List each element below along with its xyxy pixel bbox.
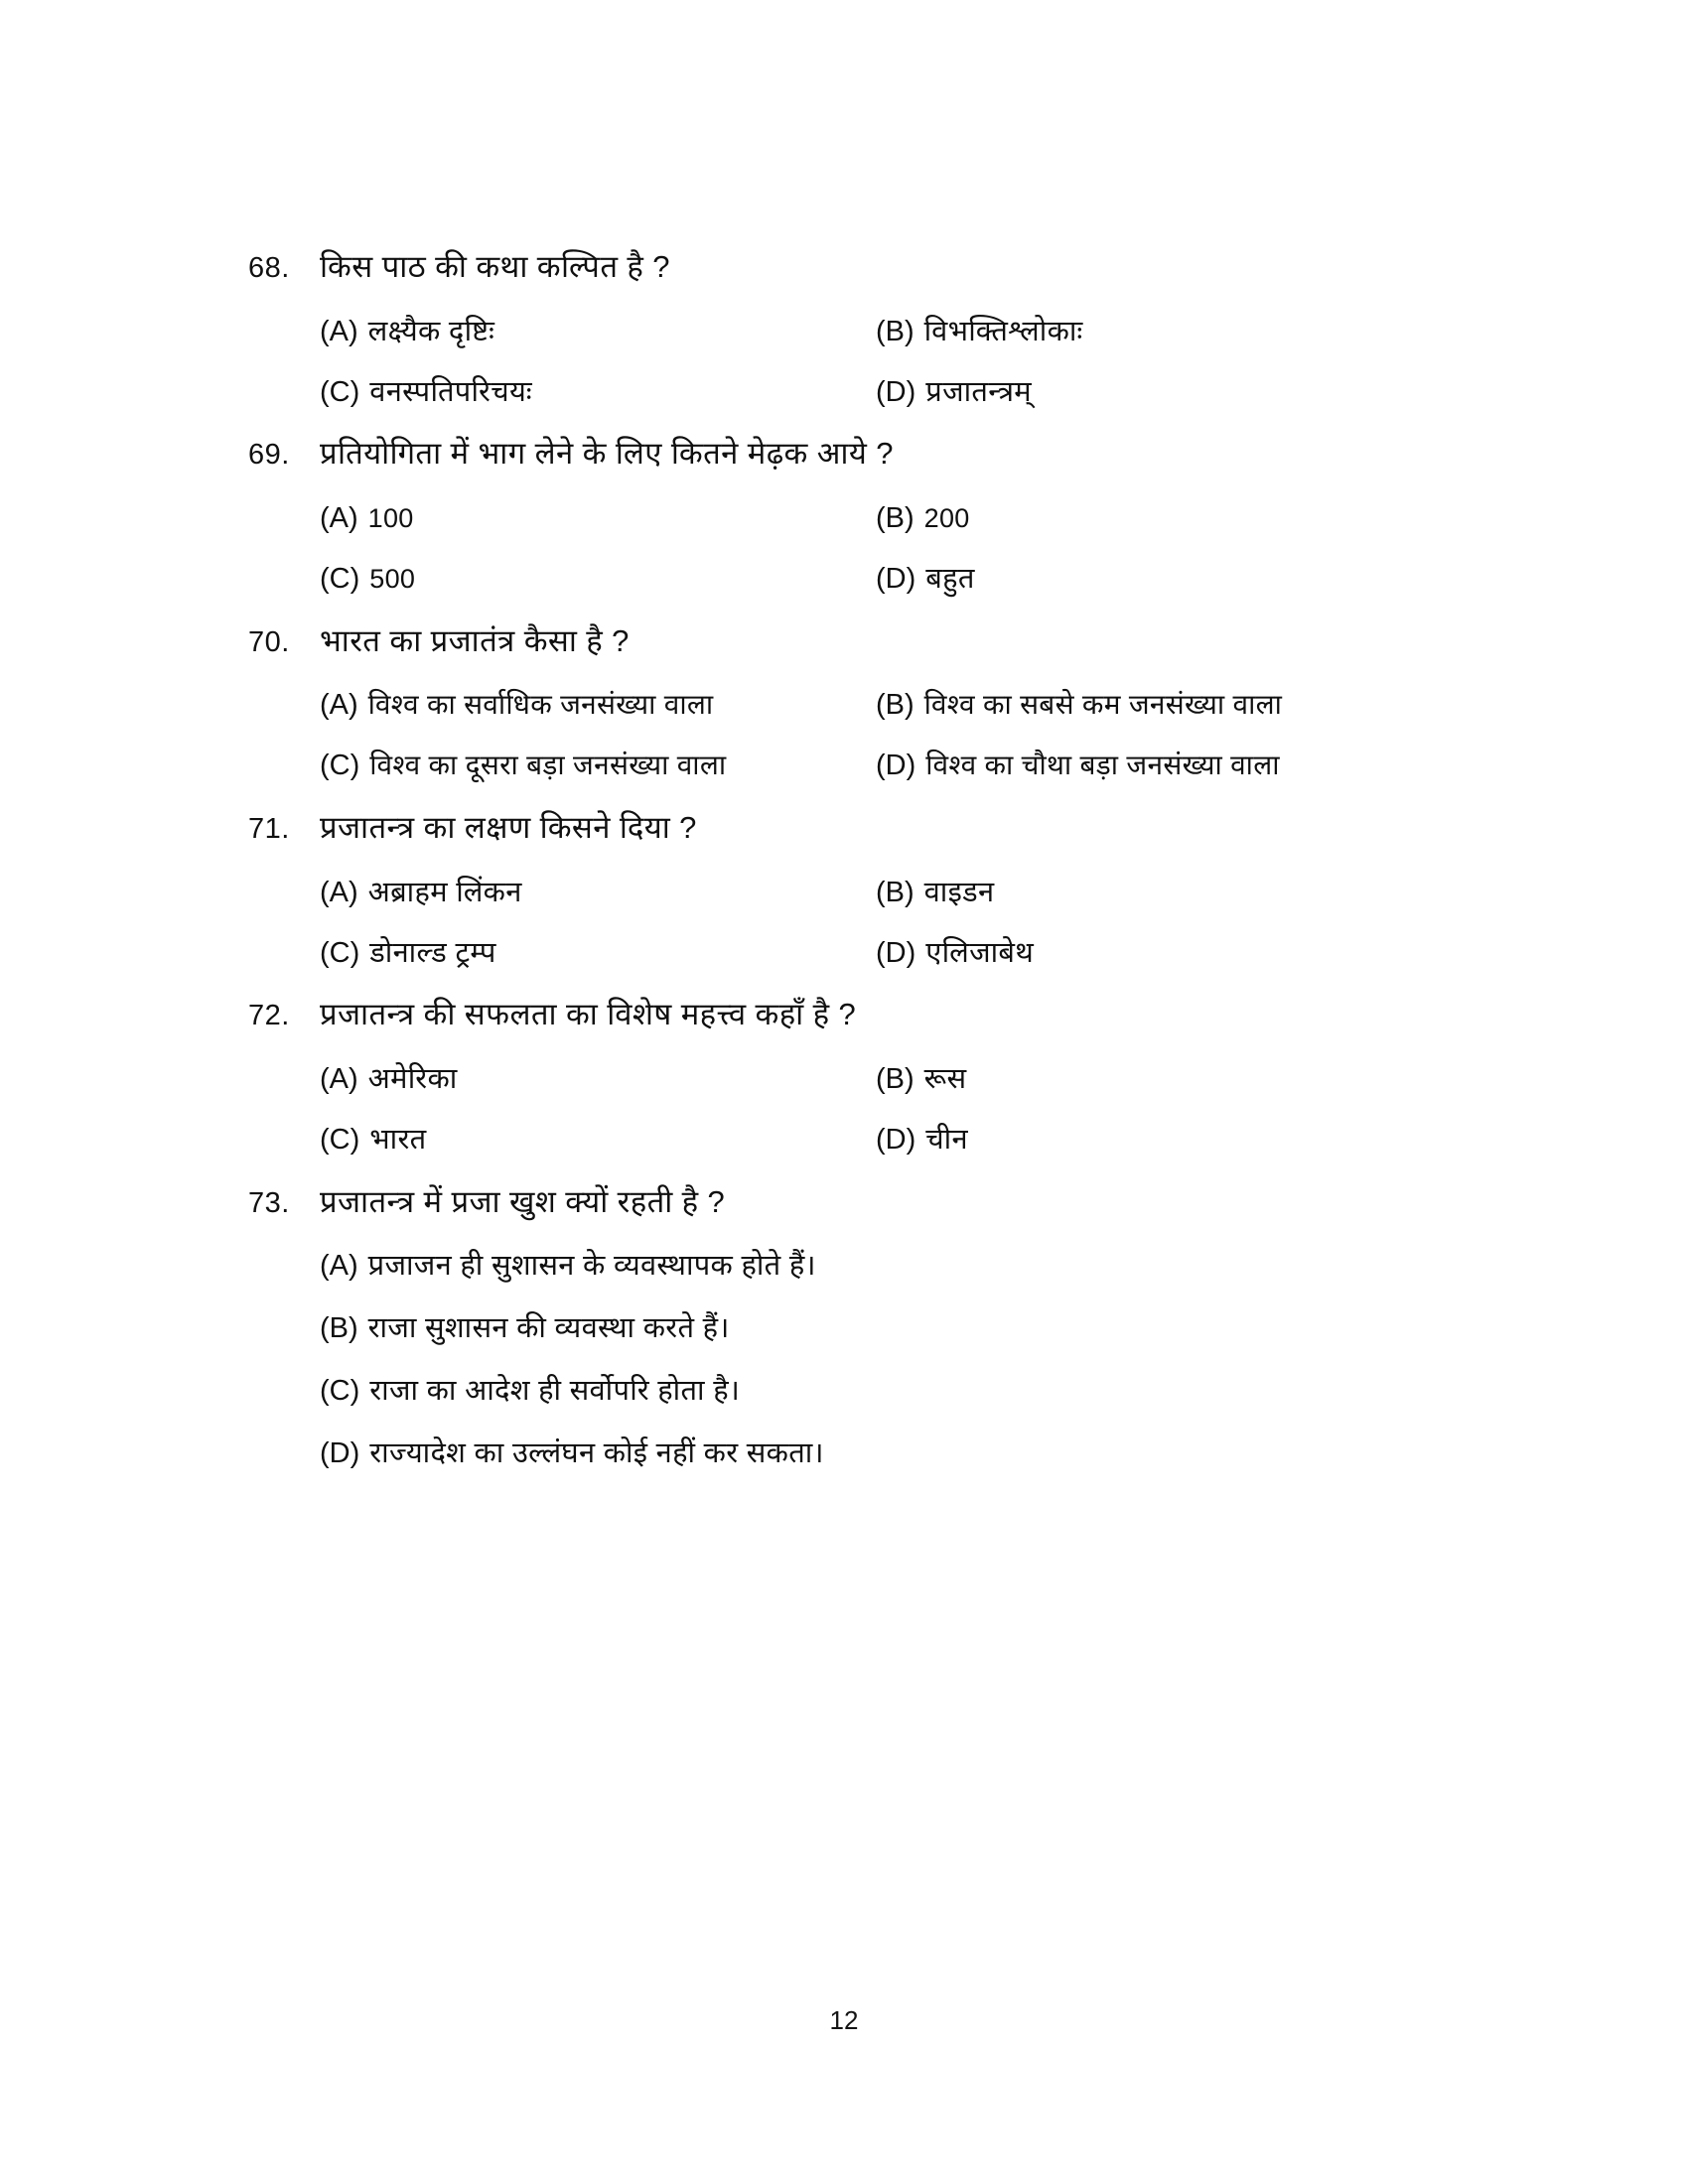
page-number: 12 [829, 2005, 859, 2035]
option-row [320, 501, 1479, 536]
question-number: 71. [248, 813, 290, 846]
option-row [320, 375, 1479, 410]
option-label: (A) [320, 502, 358, 535]
option-label: (D) [876, 936, 916, 969]
option-text: अमेरिका [367, 1063, 458, 1096]
option-a[interactable] [320, 688, 876, 723]
option-a[interactable] [320, 501, 876, 536]
option-a[interactable] [320, 876, 876, 910]
option-stack [320, 1249, 1479, 1470]
question-block-69 [248, 435, 1479, 596]
question-text: प्रजातन्त्र का लक्षण किसने दिया ? [320, 810, 697, 846]
option-c[interactable] [320, 936, 876, 971]
option-text: 100 [367, 503, 414, 534]
option-b[interactable] [320, 1311, 1479, 1346]
question-block-68 [248, 248, 1479, 409]
option-text: लक्ष्यैक दृष्टिः [367, 315, 495, 347]
option-b[interactable] [876, 688, 1432, 723]
option-a[interactable] [320, 315, 876, 349]
option-c[interactable] [320, 1123, 876, 1158]
option-label: (D) [876, 562, 916, 595]
option-text: 200 [923, 503, 970, 534]
option-label: (A) [320, 876, 358, 908]
question-header [248, 996, 1479, 1034]
option-text: भारत [369, 1123, 427, 1156]
option-row [320, 1123, 1479, 1158]
question-text: प्रजातन्त्र में प्रजा खुश क्यों रहती है ? [320, 1183, 726, 1219]
question-header [248, 1183, 1479, 1222]
question-block-72 [248, 996, 1479, 1157]
option-label: (D) [320, 1436, 360, 1469]
option-text: 500 [369, 563, 416, 594]
option-label: (A) [320, 689, 358, 722]
option-a[interactable] [320, 1249, 1479, 1284]
option-c[interactable] [320, 1374, 1479, 1409]
question-number: 68. [248, 252, 290, 284]
option-row [320, 315, 1479, 349]
option-label: (A) [320, 315, 358, 347]
option-text: वनस्पतिपरिचयः [369, 375, 532, 408]
option-label: (C) [320, 375, 360, 408]
question-header [248, 435, 1479, 474]
option-row [320, 936, 1479, 971]
option-text: बहुत [925, 562, 975, 595]
option-label: (A) [320, 1250, 358, 1283]
option-text: विश्व का दूसरा बड़ा जनसंख्या वाला [369, 750, 727, 781]
question-block-71 [248, 809, 1479, 970]
option-label: (D) [876, 375, 916, 408]
option-text: विश्व का चौथा बड़ा जनसंख्या वाला [925, 750, 1280, 781]
option-row [320, 876, 1479, 910]
option-row [320, 1062, 1479, 1097]
option-b[interactable] [876, 1062, 1432, 1097]
option-d[interactable] [876, 375, 1432, 410]
option-text: विश्व का सबसे कम जनसंख्या वाला [923, 689, 1283, 721]
option-label: (C) [320, 936, 360, 969]
question-number: 73. [248, 1186, 290, 1219]
question-number: 70. [248, 625, 290, 658]
option-label: (B) [320, 1312, 358, 1345]
question-text: प्रतियोगिता में भाग लेने के लिए कितने मेढ़क आये ? [320, 436, 894, 472]
option-text: प्रजातन्त्रम् [925, 375, 1032, 408]
option-b[interactable] [876, 876, 1432, 910]
option-label: (B) [876, 502, 914, 535]
option-label: (C) [320, 750, 360, 782]
option-b[interactable] [876, 315, 1432, 349]
option-c[interactable] [320, 375, 876, 410]
option-text: डोनाल्ड ट्रम्प [369, 936, 496, 969]
option-text: राजा सुशासन की व्यवस्था करते हैं। [367, 1312, 730, 1345]
question-header [248, 809, 1479, 848]
option-text: वाइडन [923, 876, 995, 908]
question-block-73 [248, 1183, 1479, 1471]
option-label: (B) [876, 689, 914, 722]
option-c[interactable] [320, 749, 876, 783]
option-label: (D) [876, 1123, 916, 1156]
question-text: भारत का प्रजातंत्र कैसा है ? [320, 622, 630, 658]
option-label: (C) [320, 1123, 360, 1156]
question-header [248, 622, 1479, 661]
option-text: राजा का आदेश ही सर्वोपरि होता है। [369, 1375, 741, 1408]
question-text: किस पाठ की कथा कल्पित है ? [320, 249, 670, 284]
option-d[interactable] [320, 1436, 1479, 1471]
question-number: 69. [248, 439, 290, 472]
option-text: प्रजाजन ही सुशासन के व्यवस्थापक होते हैं। [367, 1250, 816, 1283]
option-text: एलिजाबेथ [925, 936, 1035, 969]
option-d[interactable] [876, 936, 1432, 971]
option-c[interactable] [320, 562, 876, 597]
option-b[interactable] [876, 501, 1432, 536]
option-label: (B) [876, 876, 914, 908]
option-label: (D) [876, 750, 916, 782]
option-row [320, 688, 1479, 723]
option-text: अब्राहम लिंकन [367, 876, 522, 908]
option-label: (C) [320, 562, 360, 595]
option-row [320, 749, 1479, 783]
option-a[interactable] [320, 1062, 876, 1097]
question-block-70 [248, 622, 1479, 783]
option-label: (B) [876, 1063, 914, 1096]
option-d[interactable] [876, 749, 1432, 783]
option-label: (C) [320, 1375, 360, 1408]
option-d[interactable] [876, 562, 1432, 597]
option-d[interactable] [876, 1123, 1432, 1158]
option-text: रूस [923, 1063, 967, 1096]
option-text: चीन [925, 1123, 968, 1156]
option-row [320, 562, 1479, 597]
question-header [248, 248, 1479, 287]
option-label: (B) [876, 315, 914, 347]
question-text: प्रजातन्त्र की सफलता का विशेष महत्त्व कहाँ है ? [320, 997, 857, 1032]
option-text: राज्यादेश का उल्लंघन कोई नहीं कर सकता। [369, 1436, 824, 1469]
option-label: (A) [320, 1063, 358, 1096]
question-number: 72. [248, 1000, 290, 1032]
option-text: विश्व का सर्वाधिक जनसंख्या वाला [367, 689, 714, 721]
option-text: विभक्तिश्लोकाः [923, 315, 1083, 347]
